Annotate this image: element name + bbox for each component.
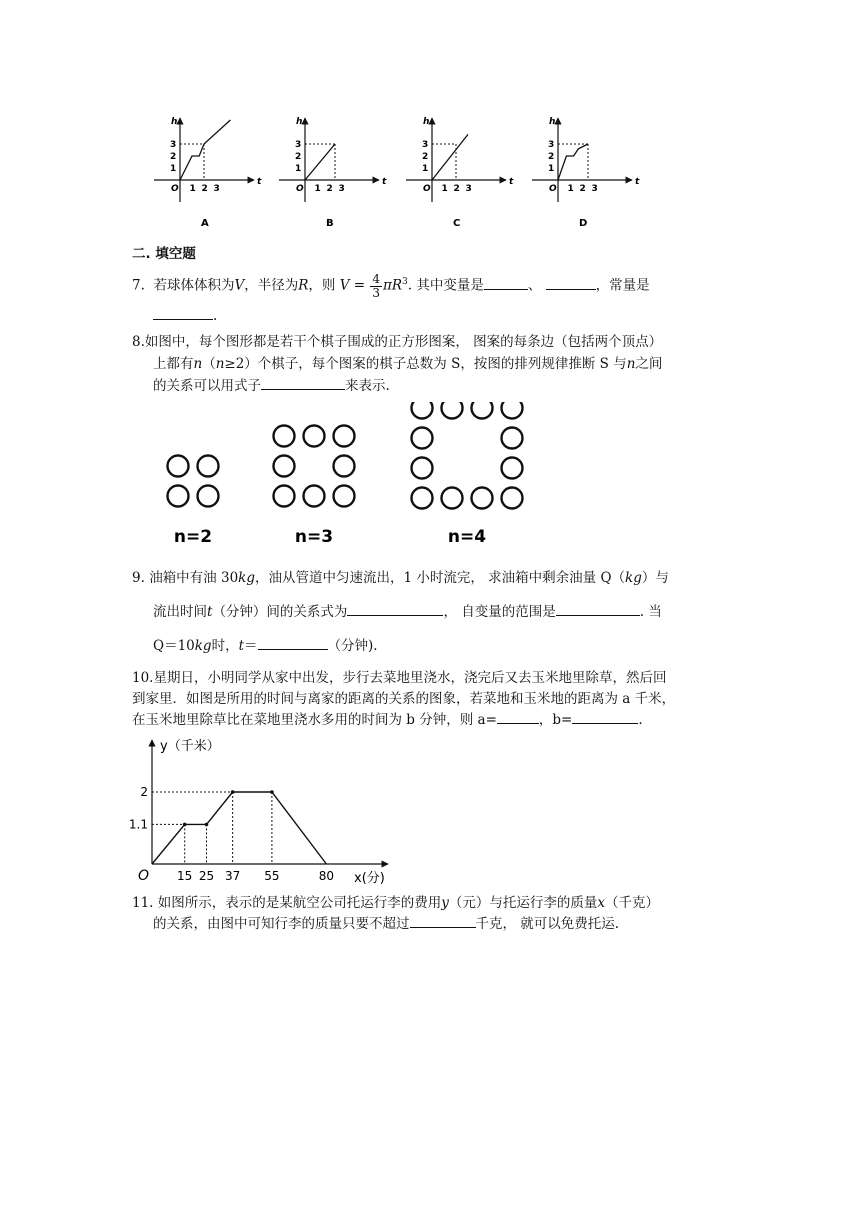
question-7: 7. 若球体体积为V，半径为R，则 V = $\frac{4}{3}$ $\pi R^3$. 其中变量是 、 ，常量是 . xyxy=(132,271,650,324)
y-tick-label: 1 xyxy=(422,164,429,174)
x-tick-label: 2 xyxy=(201,184,208,194)
graph-line xyxy=(558,144,588,180)
chess-piece xyxy=(274,486,295,507)
x-axis-label: t xyxy=(635,177,640,187)
data-point xyxy=(183,823,187,827)
chess-piece xyxy=(442,402,463,419)
q11-blank[interactable] xyxy=(410,914,476,928)
question-9: 9. 油箱中有油 30kg，油从管道中匀速流出，1 小时流完， 求油箱中剩余油量 Q（kg）与 流出时间t（分钟）间的关系式为 ， 自变量的范围是 . 当 Q＝10kg时，t＝ （分钟). xyxy=(132,570,669,654)
graph-c xyxy=(406,117,514,229)
series-line xyxy=(152,792,326,864)
x-tick-label: 25 xyxy=(198,869,215,883)
chess-piece xyxy=(412,428,433,449)
chess-piece xyxy=(442,488,463,509)
x-axis-label: t xyxy=(509,177,514,187)
q7-blank-2[interactable] xyxy=(546,276,596,290)
y-axis-label: h xyxy=(423,117,430,127)
chess-piece xyxy=(334,426,355,447)
distance-time-chart xyxy=(128,734,428,894)
q9-blank-3[interactable] xyxy=(258,636,328,650)
data-point xyxy=(231,790,235,794)
x-tick-label: 80 xyxy=(318,869,335,883)
option-letter: A xyxy=(201,218,209,229)
option-letter: C xyxy=(453,218,461,229)
pattern-label: n=2 xyxy=(173,527,213,547)
y-tick-label: 1 xyxy=(295,164,302,174)
q8-blank[interactable] xyxy=(261,376,345,390)
option-letter: B xyxy=(326,218,334,229)
chess-piece xyxy=(198,456,219,477)
x-axis-label: t xyxy=(257,177,262,187)
y-tick-label: 1 xyxy=(548,164,555,174)
y-tick-label: 3 xyxy=(422,140,429,150)
y-axis-label: h xyxy=(171,117,178,127)
mini-graphs xyxy=(140,112,660,232)
chess-piece xyxy=(472,488,493,509)
chess-piece xyxy=(168,486,189,507)
x-tick-label: 2 xyxy=(326,184,333,194)
y-axis-label: h xyxy=(296,117,303,127)
chess-piece xyxy=(502,428,523,449)
x-axis-label: t xyxy=(382,177,387,187)
q10-blank-b[interactable] xyxy=(572,710,638,724)
graph-line xyxy=(432,134,468,180)
chess-piece xyxy=(304,486,325,507)
chess-piece xyxy=(412,488,433,509)
question-11: 11. 如图所示，表示的是某航空公司托运行李的费用y（元）与托运行李的质量x（千克） 的关系，由图中可知行李的质量只要不超过 千克， 就可以免费托运. xyxy=(132,895,660,932)
chess-piece xyxy=(198,486,219,507)
q10-blank-a[interactable] xyxy=(497,710,539,724)
graph-a xyxy=(154,117,262,229)
x-tick-label: 1 xyxy=(441,184,448,194)
y-tick-label: 2 xyxy=(548,152,555,162)
x-tick-label: 3 xyxy=(213,184,220,194)
chess-piece xyxy=(334,486,355,507)
x-tick-label: 15 xyxy=(177,869,193,883)
graph-line xyxy=(180,120,230,180)
y-axis-label: y（千米） xyxy=(160,739,220,754)
chess-piece xyxy=(412,458,433,479)
y-axis-label: h xyxy=(549,117,556,127)
question-10: 10.星期日，小明同学从家中出发，步行去菜地里浇水，浇完后又去玉米地里除草，然后回 到家里．如图是所用的时间与离家的距离的关系的图象，若菜地和玉米地的距离为 a 千米， 在玉米地里除草比在菜地里浇水多用的时间为 b 分钟，则 a= ，b= . xyxy=(132,670,676,728)
chess-piece xyxy=(502,402,523,419)
x-tick-label: 1 xyxy=(567,184,574,194)
y-tick-label: 1 xyxy=(170,164,177,174)
q7-blank-3[interactable] xyxy=(153,306,213,320)
origin-label: O xyxy=(549,184,557,194)
x-tick-label: 55 xyxy=(264,869,280,883)
q9-blank-1[interactable] xyxy=(347,602,443,616)
chess-piece xyxy=(472,402,493,419)
pattern-n2 xyxy=(168,456,219,548)
x-tick-label: 3 xyxy=(465,184,472,194)
origin-label: O xyxy=(138,868,150,884)
origin-label: O xyxy=(423,184,431,194)
fraction: $\frac{4}{3}$ xyxy=(372,271,380,300)
x-tick-label: 3 xyxy=(591,184,598,194)
pattern-n4 xyxy=(412,402,523,547)
chess-patterns xyxy=(150,402,550,552)
pattern-n3 xyxy=(274,426,355,548)
y-tick-label: 3 xyxy=(295,140,302,150)
x-tick-label: 2 xyxy=(579,184,586,194)
pattern-label: n=3 xyxy=(294,527,334,547)
graph-b xyxy=(279,117,387,229)
chess-piece xyxy=(502,458,523,479)
chess-piece xyxy=(274,426,295,447)
origin-label: O xyxy=(296,184,304,194)
y-tick-label: 2 xyxy=(422,152,429,162)
x-tick-label: 1 xyxy=(189,184,196,194)
option-letter: D xyxy=(579,218,588,229)
x-tick-label: 1 xyxy=(314,184,321,194)
q7-blank-1[interactable] xyxy=(484,276,528,290)
question-8: 8.如图中，每个图形都是若干个棋子围成的正方形图案， 图案的每条边（包括两个顶点） 上都有n（n≥2）个棋子，每个图案的棋子总数为 S，按图的排列规律推断 S 与n之间 的关系可以用式子 来表示. xyxy=(132,334,663,394)
chess-piece xyxy=(274,456,295,477)
chess-piece xyxy=(502,488,523,509)
section-title: 二. 填空题 xyxy=(132,246,196,262)
y-tick-label: 2 xyxy=(170,152,177,162)
x-axis-label: x(分) xyxy=(354,871,385,886)
y-tick-label: 3 xyxy=(170,140,177,150)
data-point xyxy=(270,790,274,794)
x-tick-label: 2 xyxy=(453,184,460,194)
chess-piece xyxy=(168,456,189,477)
chess-piece xyxy=(304,426,325,447)
graph-line xyxy=(305,144,335,180)
pattern-label: n=4 xyxy=(447,527,487,547)
data-point xyxy=(205,823,209,827)
origin-label: O xyxy=(171,184,179,194)
chess-piece xyxy=(412,402,433,419)
x-tick-label: 3 xyxy=(338,184,345,194)
y-tick-label: 2 xyxy=(295,152,302,162)
y-tick-label: 1.1 xyxy=(128,817,148,832)
x-tick-label: 37 xyxy=(225,869,241,883)
q7-number: 7. xyxy=(132,277,145,294)
q9-blank-2[interactable] xyxy=(556,602,640,616)
graph-d xyxy=(532,117,640,229)
chess-piece xyxy=(334,456,355,477)
y-tick-label: 3 xyxy=(548,140,555,150)
y-tick-label: 2 xyxy=(140,785,148,799)
